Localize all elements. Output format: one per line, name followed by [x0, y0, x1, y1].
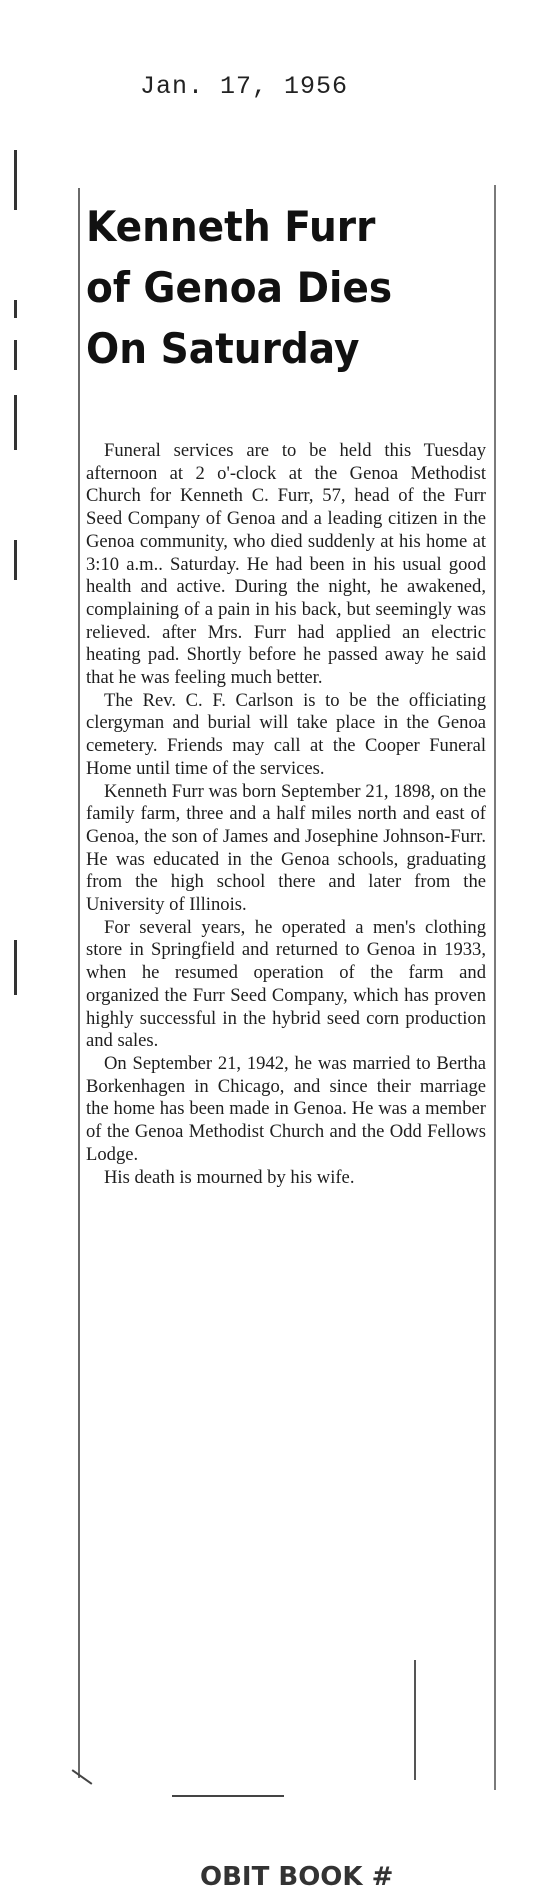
left-edge-marks: [0, 0, 30, 1881]
clipping-right-border: [494, 185, 496, 1790]
article-paragraph-4: For several years, he operated a men's clothing store in Springfield and returned to Genoa in 1933, when he resumed operation of the farm and organized the Furr Seed Company, which has proven highly successful in the hybrid seed corn production and sales.: [86, 916, 486, 1052]
article-paragraph-2: The Rev. C. F. Carlson is to be the officiating clergyman and burial will take place in the Genoa cemetery. Friends may call at the Cooper Funeral Home until time of the services.: [86, 689, 486, 779]
headline-line-3: On Saturday: [86, 324, 360, 373]
article-end-rule: [172, 1795, 284, 1797]
clipping-corner-mark: [72, 1769, 93, 1784]
article-paragraph-3: Kenneth Furr was born September 21, 1898, on the family farm, three and a half miles north and east of Genoa, the son of James and Josephine Johnson-Furr. He was educated in the Genoa schools, graduating from the high school there and later from the University of Illinois.: [86, 780, 486, 916]
obit-book-stamp: OBIT BOOK #: [200, 1862, 394, 1892]
article-paragraph-5: On September 21, 1942, he was married to Bertha Borkenhagen in Chicago, and since their marriage the home has been made in Genoa. He was a member of the Genoa Methodist Church and the Odd Fellows Lodge.: [86, 1052, 486, 1165]
article-paragraph-6: His death is mourned by his wife.: [104, 1166, 355, 1188]
headline: [86, 196, 458, 379]
article-body: [86, 440, 486, 1189]
headline-line-2: of Genoa Dies: [86, 263, 393, 312]
clipping-left-border: [78, 188, 80, 1778]
article-paragraph-1: Funeral services are to be held this Tuesday afternoon at 2 o'-clock at the Genoa Methodist Church for Kenneth C. Furr, 57, head of the Furr Seed Company of Genoa and a leading citizen in the Genoa community, who died suddenly at his home at 3:10 a.m.. Saturday. He had been in his usual good health and active. During the night, he awakened, complaining of a pain in his back, but seemingly was relieved. after Mrs. Furr had applied an electric heating pad. Shortly before he passed away he said that he was feeling much better.: [86, 440, 486, 689]
headline-line-1: Kenneth Furr: [86, 202, 376, 251]
clipping-date: Jan. 17, 1956: [140, 72, 349, 101]
column-rule: [414, 1660, 416, 1780]
